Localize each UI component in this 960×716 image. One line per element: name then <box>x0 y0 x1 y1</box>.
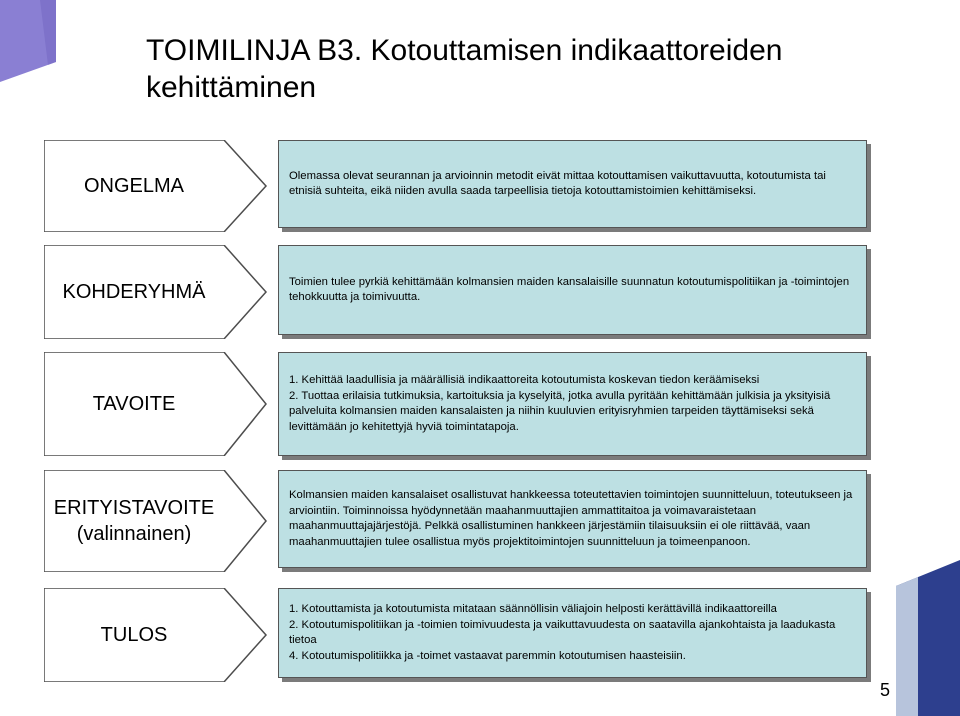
arrow-label-shape <box>44 245 269 339</box>
row-text: Kolmansien maiden kansalaiset osallistuvat hankkeessa toteutettavien toimintojen suunnitteluun, toteutukseen ja arviointiin. Toiminnoissa hyödynnetään maahanmuuttajien ammattitaitoa ja voimavaraistetaan maahanmuuttajajärjestöjä. Pelkkä osallistuminen hankkeen järjestämiin tilaisuuksiin ei ole riittävää, vaan maahanmuuttajien tulee osallistua myös projektitoimintojen suunnitteluun ja toimeenpanoon. <box>289 489 853 548</box>
row-description-panel <box>278 470 867 568</box>
row-kohderyhma <box>0 245 960 339</box>
row-label: TAVOITE <box>92 393 176 415</box>
row-text: 1. Kehittää laadullisia ja määrällisiä indikaattoreita kotoutumista koskevan tiedon keräämiseksi <box>289 374 760 386</box>
row-description-panel <box>278 588 867 678</box>
row-description-panel <box>278 352 867 456</box>
row-tavoite <box>0 352 960 456</box>
arrow-label-shape <box>44 352 269 456</box>
row-text: 2. Kotoutumispolitiikan ja -toimien toimivuudesta ja vaikuttavuudesta on saatavilla ajankohtaista ja laadukasta tietoa <box>289 618 836 646</box>
row-text: 4. Kotoutumispolitiikka ja -toimet vastaavat paremmin kotoutumisen haasteisiin. <box>289 649 686 662</box>
row-text: Olemassa olevat seurannan ja arvioinnin metodit eivät mittaa kotouttamisen vaikuttavuutta, kotoutumista tai etnisiä suhteita, eikä niiden avulla saada tarpeellisia tietoja kotouttamistoimien kehittämiseksi. <box>289 169 826 197</box>
row-erityistavoite <box>0 470 960 572</box>
row-label: KOHDERYHMÄ <box>62 281 206 303</box>
arrow-label-shape <box>44 588 269 682</box>
row-label: ERITYISTAVOITE (valinnainen) <box>53 497 215 545</box>
row-label: TULOS <box>100 624 168 646</box>
row-label: ONGELMA <box>83 175 185 197</box>
row-description-panel <box>278 245 867 335</box>
page-number: 5 <box>880 680 891 700</box>
row-text: 2. Tuottaa erilaisia tutkimuksia, kartoituksia ja kyselyitä, jotka avulla pyritään kehittämään julkisia ja yksityisiä palveluita kolmansien maiden kansalaisten ja niihin kuuluvien erityisryhmien tarpeiden täyttämiseksi sekä levittämään jo kehitettyjä hyviä toimintatapoja. <box>289 389 831 433</box>
corner-decoration-top-left <box>0 0 60 82</box>
arrow-label-shape <box>44 140 269 232</box>
row-text: Toimien tulee pyrkiä kehittämään kolmansien maiden kansalaisille suunnatun kotoutumispolitiikan ja -toimintojen tehokkuutta ja toimivuutta. <box>289 275 850 303</box>
row-ongelma <box>0 140 960 232</box>
row-tulos <box>0 588 960 682</box>
slide-title: TOIMILINJA B3. Kotouttamisen indikaattoreiden kehittäminen <box>146 34 783 104</box>
row-description-panel <box>278 140 867 228</box>
row-text: 1. Kotouttamista ja kotoutumista mitataan säännöllisin väliajoin helposti kerättävillä indikaattoreilla <box>289 603 777 615</box>
arrow-label-shape <box>44 470 269 572</box>
